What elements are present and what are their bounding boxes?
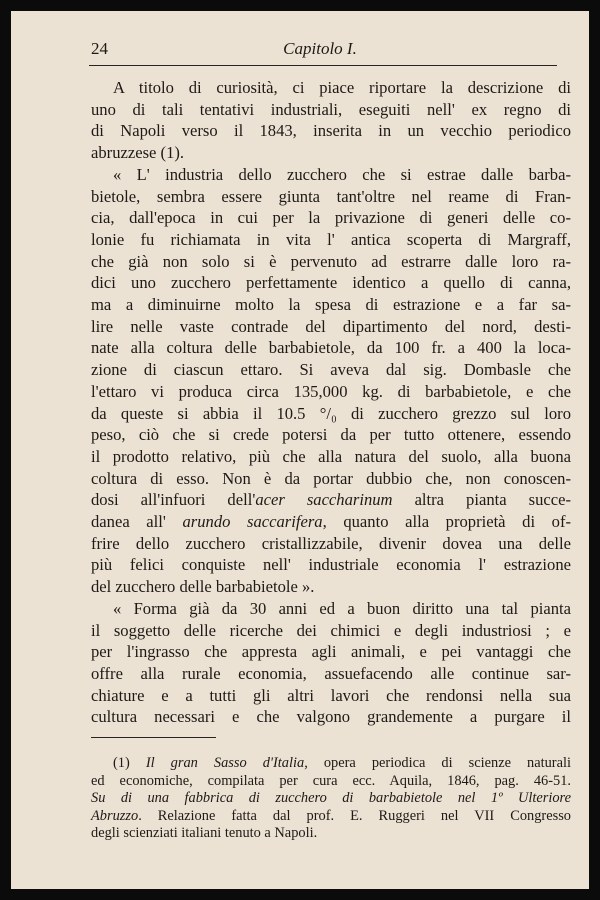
page-number: 24 — [91, 39, 108, 58]
italic-term: arundo saccarifera — [182, 512, 323, 532]
text-line: lonie fu richiamata in vita l' antica scoperta di Margraff, — [91, 229, 571, 249]
footnote — [91, 755, 571, 843]
text-line: abruzzese (1). — [91, 143, 185, 163]
text-line: lire nelle vaste contrade del dipartimento del nord, desti- — [91, 316, 571, 336]
text-line — [91, 489, 571, 511]
italic-term: acer saccharinum — [255, 490, 393, 510]
text-line: dici uno zucchero perfettamente identico a quello di canna, — [91, 273, 571, 293]
text-line: il prodotto relativo, più che alla natura del suolo, alla buona — [91, 446, 571, 466]
footnote-line: degli scienziati italiani tenuto a Napoli. — [91, 825, 318, 842]
footnote-title: Il gran Sasso d'Italia — [145, 755, 305, 771]
footnote-line — [91, 790, 571, 808]
text-line: il soggetto delle ricerche dei chimici e degli industriosi ; e — [91, 620, 571, 640]
text-run: , quanto alla proprietà di of- — [322, 512, 572, 532]
body-text — [91, 77, 571, 728]
text-line: uno di tali tentativi industriali, eseguiti nell' ex regno di — [91, 99, 571, 119]
text-run: dosi all'infuori dell' — [91, 490, 256, 510]
text-line: bietole, sembra essere giunta tant'oltre nel reame di Fran- — [91, 186, 571, 206]
text-run: , opera periodica di scienze naturali — [304, 755, 571, 771]
header-rule — [89, 65, 557, 66]
text-line: chiature e a tutti gli altri lavori che rendonsi nella sua — [91, 685, 571, 705]
text-line — [91, 511, 571, 533]
text-line: cultura necessari e che valgono grandemente a purgare il — [91, 707, 571, 727]
footnote-line — [91, 755, 571, 773]
footnote-line — [91, 808, 571, 826]
text-line: ma a diminuirne molto la spesa di estrazione e a far sa- — [91, 295, 571, 315]
book-page — [11, 11, 589, 889]
text-line: A titolo di curiosità, ci piace riportare la descrizione di — [113, 78, 571, 97]
chapter-title: Capitolo I. — [283, 39, 357, 58]
running-header — [91, 39, 549, 65]
footnote-marker: (1) — [113, 755, 146, 771]
text-line: per l'ingrasso che appresta agli animali, e pei vantaggi che — [91, 642, 571, 662]
text-line: da queste si abbia il 10.5 °/₀ di zucchero grezzo sul loro — [91, 403, 571, 423]
text-line: coltura di esso. Non è da portar dubbio che, non conoscen- — [91, 468, 571, 488]
text-line: frire dello zucchero cristallizzabile, divenir dovea una delle — [91, 533, 571, 553]
footnote-title: Abruzzo — [91, 807, 139, 824]
text-line: « Forma già da 30 anni ed a buon diritto una tal pianta — [113, 598, 571, 618]
text-run: danea all' — [91, 512, 183, 532]
text-run: . Relazione fatta dal prof. E. Ruggeri nel VII Congresso — [138, 807, 571, 824]
text-line: offre alla rurale economia, assuefacendo alle continue sar- — [91, 663, 571, 683]
text-line: « L' industria dello zucchero che si estrae dalle barba- — [113, 164, 571, 184]
text-line: zione di ciascun ettaro. Si aveva dal sig. Dombasle che — [91, 360, 571, 380]
footnote-line: ed economiche, compilata per cura ecc. Aquila, 1846, pag. 46-51. — [91, 772, 571, 789]
text-line: l'ettaro vi produca circa 135,000 kg. di barbabietole, e che — [91, 381, 571, 401]
footnote-rule — [91, 737, 216, 738]
text-line: peso, ciò che si crede potersi da per tutto ottenere, essendo — [91, 425, 571, 445]
text-line: nate alla coltura delle barbabietole, da 100 fr. a 400 la loca- — [91, 338, 571, 358]
text-run: altra pianta succe- — [392, 490, 571, 510]
footnote-title: Su di una fabbrica di zucchero di barbabietole nel 1º Ulteriore — [91, 790, 571, 807]
text-line: del zucchero delle barbabietole ». — [91, 577, 315, 597]
text-line: di Napoli verso il 1843, inserita in un vecchio periodico — [91, 121, 571, 141]
text-line: più felici conquiste nell' industriale economia l' estrazione — [91, 555, 571, 575]
text-line: che già non solo si è pervenuto ad estrarre dalle loro ra- — [91, 251, 571, 271]
text-line: cia, dall'epoca in cui per la privazione di generi delle co- — [91, 208, 571, 228]
